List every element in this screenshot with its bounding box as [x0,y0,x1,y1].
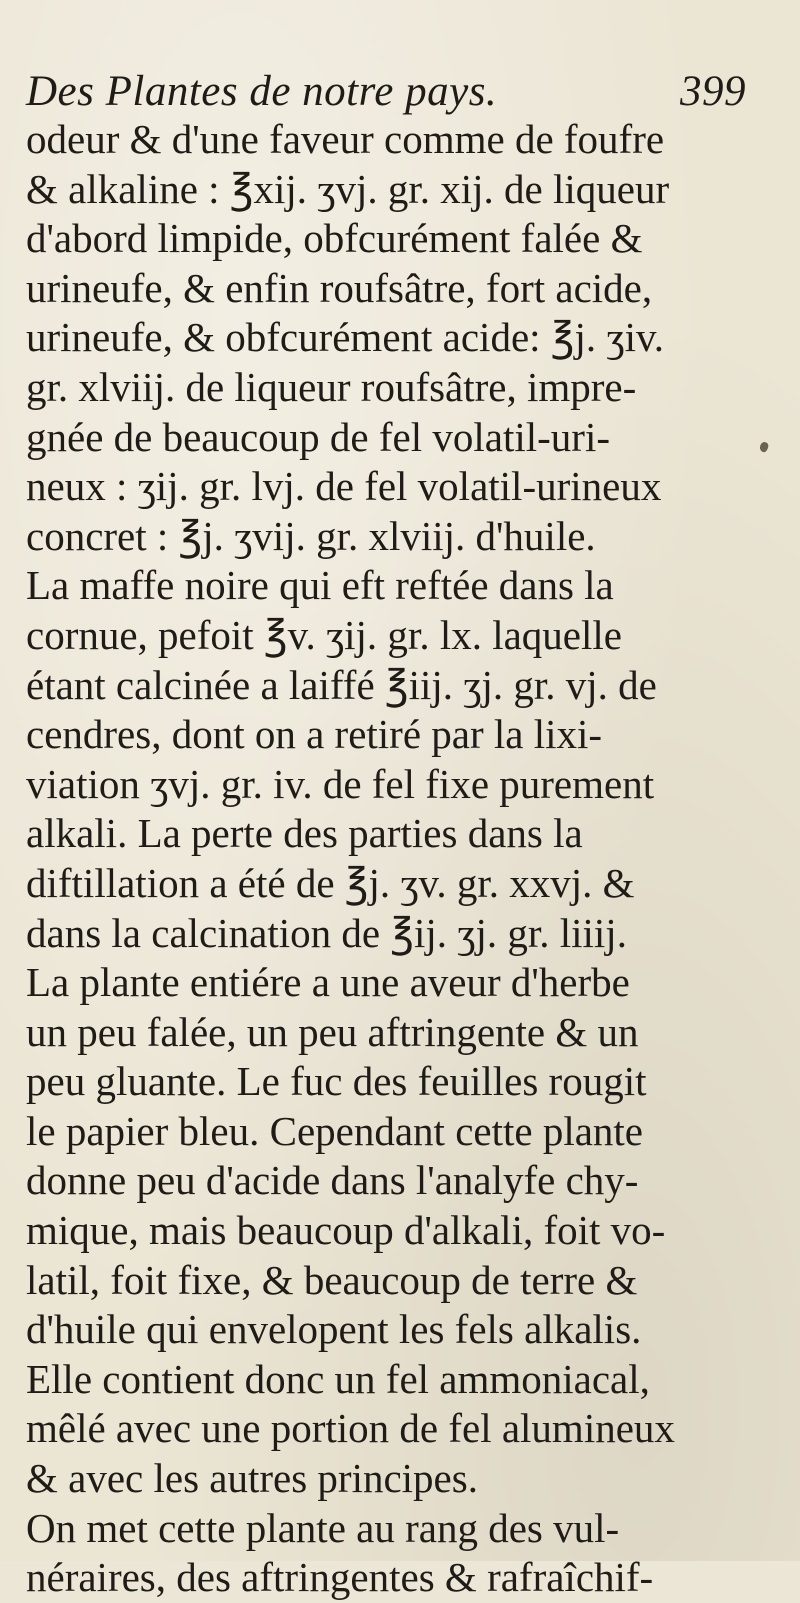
text-line: le papier bleu. Cependant cette plante [26,1107,644,1154]
text-line: On met cette plante au rang des vul- [26,1504,620,1551]
text-line: d'abord limpide, obfcurément falée & [26,215,643,262]
text-line: La plante entiére a une aveur d'herbe [26,959,630,1006]
text-line: La maffe noire qui eft reftée dans la [26,562,614,609]
text-line: donne peu d'acide dans l'analyfe chy- [26,1157,639,1204]
running-header [26,70,746,113]
text-line: Elle contient donc un fel ammoniacal, [26,1355,650,1402]
text-line: latil, foit fixe, & beaucoup de terre & [26,1256,638,1303]
text-line: mêlé avec une portion de fel alumineux [26,1405,675,1452]
text-line: d'huile qui envelopent les fels alkalis. [26,1306,642,1353]
text-line: concret : ℥j. ʒvij. gr. xlviij. d'huile. [26,512,596,559]
running-title: Des Plantes de notre pays. [26,68,498,115]
text-line: cendres, dont on a retiré par la lixi- [26,711,603,758]
text-line: & alkaline : ℥xij. ʒvj. gr. xij. de liqueur [26,165,670,212]
text-line: & avec les autres principes. [26,1455,478,1502]
text-line: alkali. La perte des parties dans la [26,810,583,857]
text-line: peu gluante. Le fuc des feuilles rougit [26,1058,647,1105]
text-line: viation ʒvj. gr. iv. de fel fixe purement [26,760,655,807]
text-line: gr. xlviij. de liqueur roufsâtre, impre- [26,363,637,410]
text-line: cornue, pefoit ℥v. ʒij. gr. lx. laquelle [26,611,622,658]
text-line: odeur & d'une faveur comme de foufre [26,116,665,162]
text-line: néraires, des aftringentes & rafraîchif- [26,1554,654,1601]
text-line: un peu falée, un peu aftringente & un [26,1008,639,1055]
text-line: diftillation a été de ℥j. ʒv. gr. xxvj. & [26,859,635,906]
text-line: neux : ʒij. gr. lvj. de fel volatil-urineux [26,463,662,510]
text-line: mique, mais beaucoup d'alkali, foit vo- [26,1207,666,1254]
text-line: étant calcinée a laiffé ℥iij. ʒj. gr. vj. de [26,661,657,708]
page-number: 399 [680,68,746,115]
text-line: urineufe, & obfcurément acide: ℥j. ʒiv. [26,314,665,361]
body-text [26,115,776,1603]
text-line: urineufe, & enfin roufsâtre, fort acide, [26,264,653,311]
text-line: gnée de beaucoup de fel volatil-uri- [26,413,610,460]
text-line: dans la calcination de ℥ij. ʒj. gr. liiij. [26,909,627,956]
